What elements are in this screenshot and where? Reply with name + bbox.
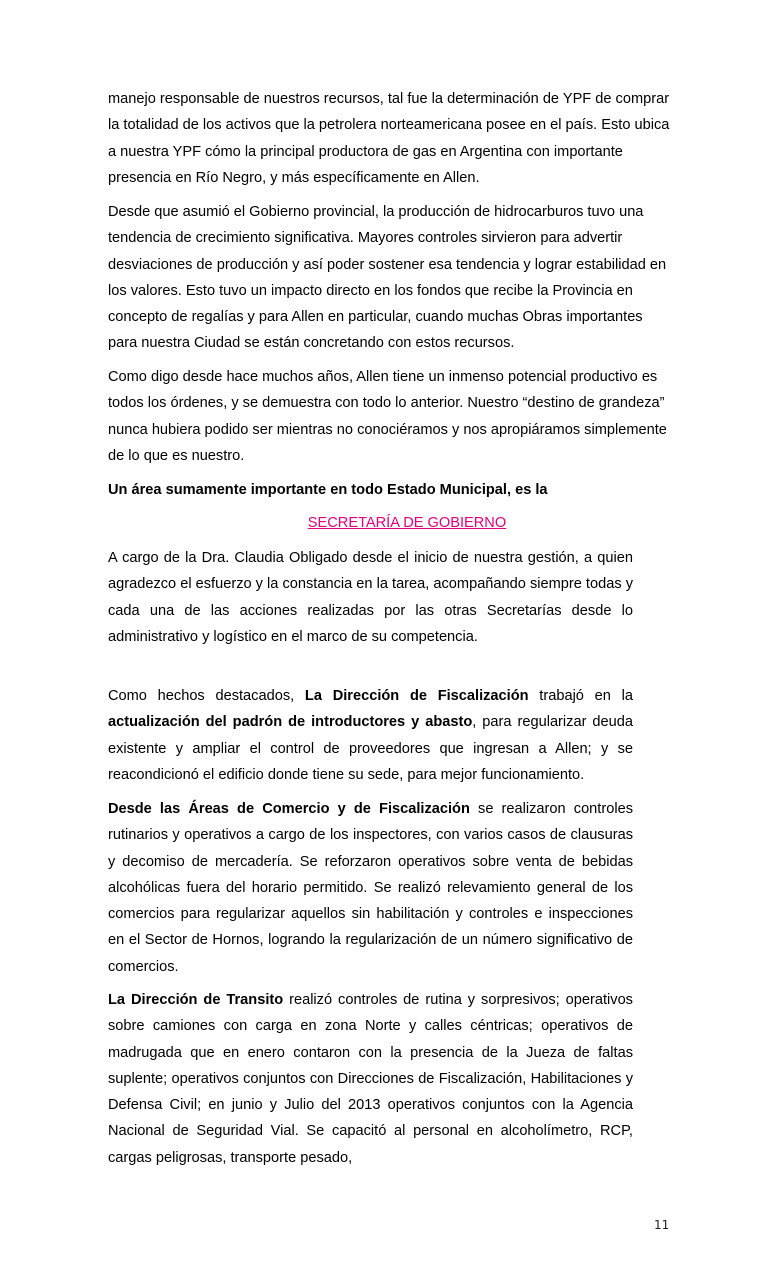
text-run: se realizaron controles rutinarios y operativos a cargo de los inspectores, con varios casos de clausuras y decomiso de mercadería. Se reforzaron operativos sobre venta de bebidas alcohólicas fuera del horario permitido. Se realizó relevamiento general de los comercios para regularizar aquellos sin habilitación y controles e inspecciones en el Sector de Hornos, logrando la regularización de un número significativo de comercios. xyxy=(108,801,633,975)
paragraph-commerce xyxy=(108,796,633,980)
intro-heading: Un área sumamente importante en todo Estado Municipal, es la xyxy=(108,482,548,498)
paragraph-hydrocarbons: Desde que asumió el Gobierno provincial, la producción de hidrocarburos tuvo una tendencia de crecimiento significativa. Mayores controles sirvieron para advertir desviaciones de producción y así poder sostener esa tendencia y lograr estabilidad en los valores. Esto tuvo un impacto directo en los fondos que recibe la Provincia en concepto de regalías y para Allen en particular, cuando muchas Obras importantes para nuestra Ciudad se están concretando con estos recursos. xyxy=(108,204,667,352)
paragraph-transit xyxy=(108,987,633,1171)
section-title: SECRETARÍA DE GOBIERNO xyxy=(307,515,507,531)
text-run: Como hechos destacados, xyxy=(108,688,305,704)
paragraph-secretary: A cargo de la Dra. Claudia Obligado desde el inicio de nuestra gestión, a quien agradezco el esfuerzo y la constancia en la tarea, acompañando siempre todas y cada una de las acciones realizadas por las otras Secretarías desde lo administrativo y logístico en el marco de su competencia. xyxy=(108,550,633,645)
text-run: trabajó en la xyxy=(528,688,633,704)
text-run: realizó controles de rutina y sorpresivos; operativos sobre camiones con carga en zona Norte y calles céntricas; operativos de madrugada que en enero contaron con la presencia de la Jueza de faltas suplente; operativos conjuntos con Direcciones de Fiscalización, Habilitaciones y Defensa Civil; en junio y Julio del 2013 operativos conjuntos con la Agencia Nacional de Seguridad Vial. Se capacitó al personal en alcoholímetro, RCP, cargas peligrosas, transporte pesado, xyxy=(108,992,633,1166)
bold-run: La Dirección de Fiscalización xyxy=(304,688,529,704)
bold-run: Desde las Áreas de Comercio y de Fiscalización xyxy=(108,801,470,817)
bold-run: La Dirección de Transito xyxy=(108,992,284,1008)
page-number: 11 xyxy=(654,1218,670,1232)
paragraph-ypf: manejo responsable de nuestros recursos, tal fue la determinación de YPF de comprar la totalidad de los activos que la petrolera norteamericana posee en el país. Esto ubica a nuestra YPF cómo la principal productora de gas en Argentina con importante presencia en Río Negro, y más específicamente en Allen. xyxy=(108,91,670,186)
paragraph-potential: Como digo desde hace muchos años, Allen tiene un inmenso potencial productivo es todos los órdenes, y se demuestra con todo lo anterior. Nuestro “destino de grandeza” nunca hubiera podido ser mientras no conociéramos y nos apropiáramos simplemente de lo que es nuestro. xyxy=(108,369,667,464)
paragraph-fiscalization xyxy=(108,683,633,788)
text-run: , para regularizar deuda existente y ampliar el control de proveedores que ingresan a Allen; y se reacondicionó el edificio donde tiene su sede, para mejor funcionamiento. xyxy=(108,714,633,783)
bold-run: actualización del padrón de introductores y abasto xyxy=(108,714,473,731)
